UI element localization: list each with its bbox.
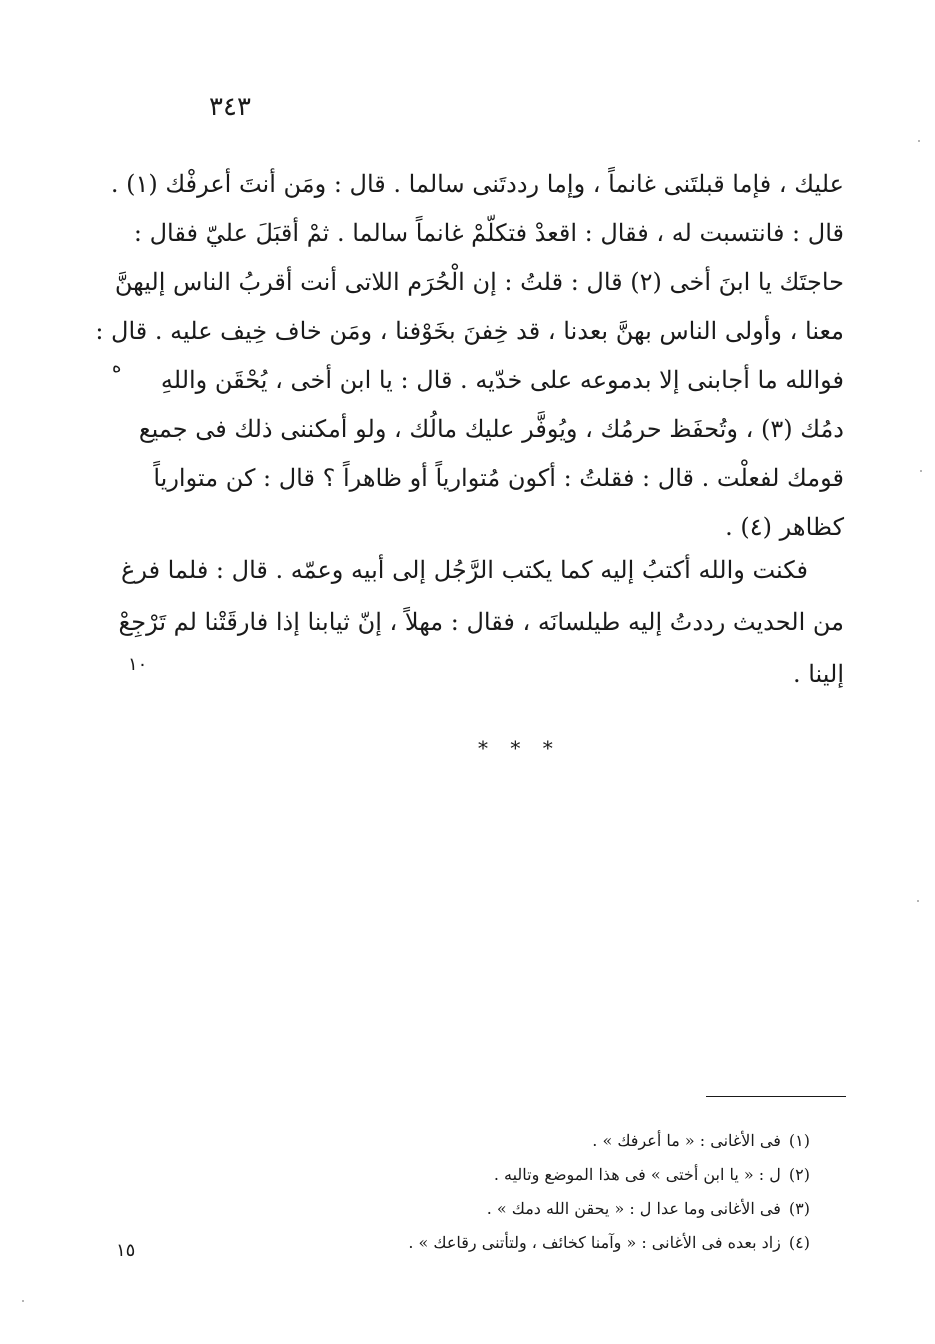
text-line: عليك ، فإما قبلتَنى غانماً ، وإما رددتَنى سالما . قال : ومَن أنتَ أعرفْك (١) . [110, 170, 844, 198]
text-line: إلينا . [792, 660, 844, 688]
scan-speck [917, 900, 919, 902]
body-paragraph-1 [95, 160, 844, 552]
footnotes [300, 1124, 810, 1260]
footnote-3 [300, 1192, 810, 1226]
text-line: قومك لفعلْت . قال : فقلتُ : أكون مُتوارياً أو ظاهراً ؟ قال : كن متوارياً [153, 464, 844, 492]
scan-speck [918, 140, 920, 142]
footnote-1 [300, 1124, 810, 1158]
text-line: كظاهر (٤) . [725, 513, 844, 541]
footnote-text: فى الأغانى وما عدا ل : « يحقن الله دمك » . [486, 1199, 781, 1218]
section-separator: * * * [478, 736, 561, 760]
footnote-number: (٤) [788, 1233, 810, 1252]
text-line: فوالله ما أجابنى إلا بدموعه على خدّيه . قال : يا ابن أخى ، يُحْقَن واللهِ [160, 366, 844, 394]
scan-speck [920, 470, 922, 472]
footnote-text: فى الأغانى : « ما أعرفك » . [592, 1131, 781, 1150]
footnote-2 [300, 1158, 810, 1192]
footnote-4 [300, 1226, 810, 1260]
footnote-number: (٣) [788, 1199, 810, 1218]
text-line: معنا ، وأولى الناس بهنَّ بعدنا ، قد خِفنَ بخَوْفنا ، ومَن خاف خِيف عليه . قال : [95, 317, 844, 345]
text-line: فكنت والله أكتبُ إليه كما يكتب الرَّجُل إلى أبيه وعمّه . قال : فلما فرغ [121, 556, 808, 584]
text-line: دمُك (٣) ، وتُحفَظ حرمُك ، ويُوفَّر عليك مالُك ، ولو أمكننى ذلك فى جميع [138, 415, 844, 443]
footnote-number: (٢) [788, 1165, 810, 1184]
scan-speck [22, 1300, 24, 1302]
footnote-text: زاد بعده فى الأغانى : « وآمنا كخائف ، ولتأتنى رقاعك » . [408, 1233, 781, 1252]
text-line: قال : فانتسبت له ، فقال : اقعدْ فتكلّمْ غانماً سالما . ثمْ أقبَلَ عليّ فقال : [133, 219, 844, 247]
line-number-fifteen: ١٥ [116, 1240, 136, 1261]
line-number-five: ه [112, 356, 122, 377]
footnote-rule [706, 1096, 846, 1097]
footnote-number: (١) [788, 1131, 810, 1150]
text-line: من الحديث رددتُ إليه طيلسانَه ، فقال : مهلاً ، إنّ ثيابنا إذا فارقَتْنا لم تَرْجِعْ [118, 608, 844, 636]
page-number: ٣٤٣ [209, 92, 251, 122]
footnote-text: ل : « يا ابن أختى » فى هذا الموضع وتاليه . [493, 1165, 781, 1184]
line-number-ten: ١٠ [128, 654, 148, 675]
text-line: حاجتَك يا ابنَ أخى (٢) قال : قلتُ : إن الْحُرَم اللاتى أنت أقربُ الناس إليهنَّ [114, 268, 844, 296]
